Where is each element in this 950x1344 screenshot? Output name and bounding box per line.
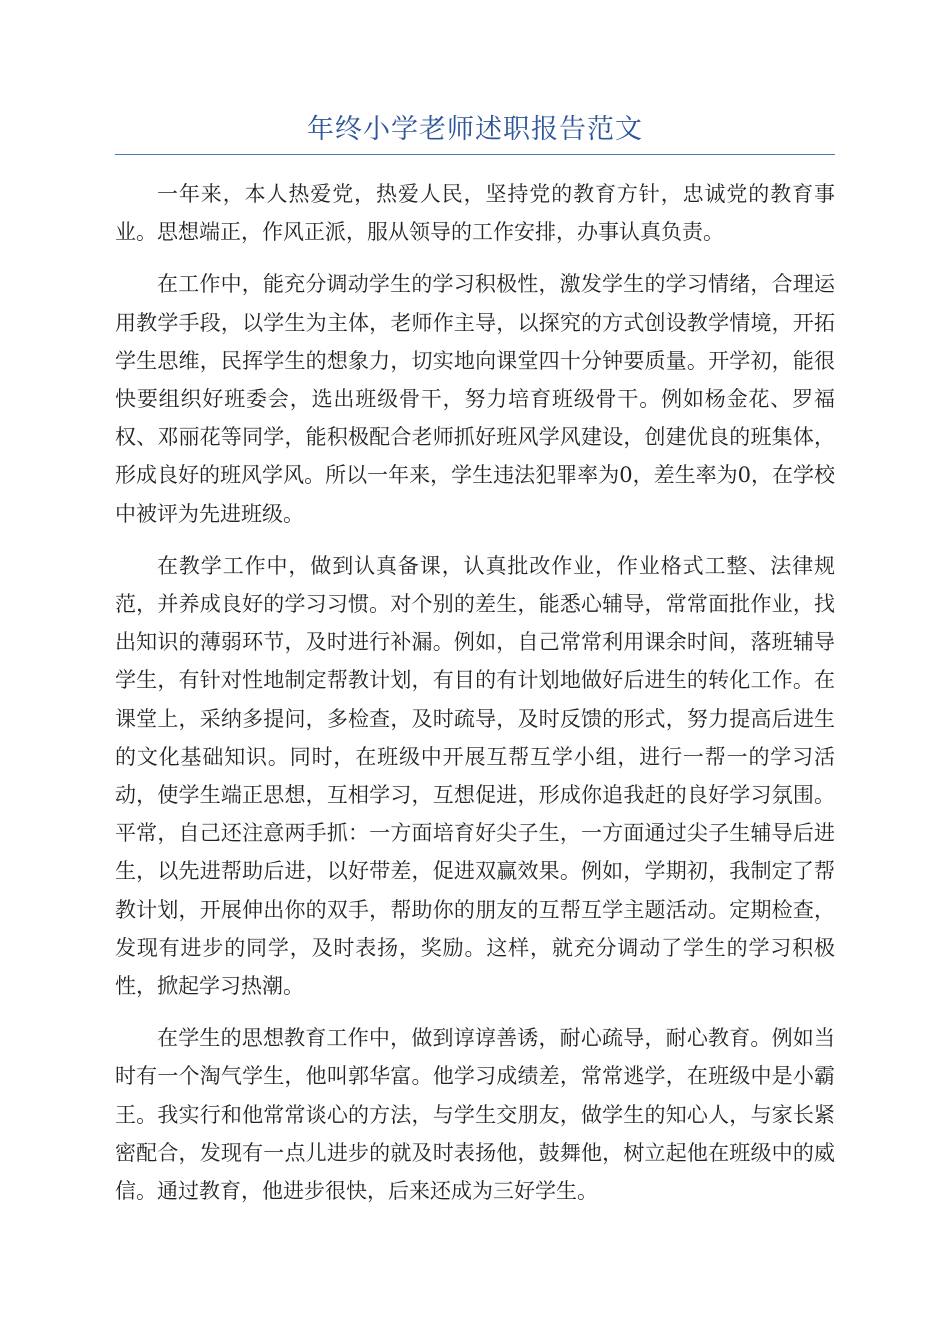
document-body xyxy=(115,175,835,1224)
paragraph-2: 在工作中，能充分调动学生的学习积极性，激发学生的学习情绪，合理运用教学手段，以学生为主体，老师作主导，以探究的方式创设教学情境，开拓学生思维，民挥学生的想象力，切实地向课堂四十分钟要质量。开学初，能很快要组织好班委会，选出班级骨干，努力培育班级骨干。例如杨金花、罗福权、邓丽花等同学，能积极配合老师抓好班风学风建设，创建优良的班集体，形成良好的班风学风。所以一年来，学生违法犯罪率为0，差生率为0，在学校中被评为先进班级。 xyxy=(115,272,835,526)
paragraph-3: 在教学工作中，做到认真备课，认真批改作业，作业格式工整、法律规范，并养成良好的学习习惯。对个别的差生，能悉心辅导，常常面批作业，找出知识的薄弱环节，及时进行补漏。例如，自己常常利用课余时间，落班辅导学生，有针对性地制定帮教计划，有目的有计划地做好后进生的转化工作。在课堂上，采纳多提问，多检查，及时疏导，及时反馈的形式，努力提高后进生的文化基础知识。同时，在班级中开展互帮互学小组，进行一帮一的学习活动，使学生端正思想，互相学习，互想促进，形成你追我赶的良好学习氛围。平常，自己还注意两手抓：一方面培育好尖子生，一方面通过尖子生辅导后进生，以先进帮助后进，以好带差，促进双赢效果。例如，学期初，我制定了帮教计划，开展伸出你的双手，帮助你的朋友的互帮互学主题活动。定期检查，发现有进步的同学，及时表扬，奖励。这样，就充分调动了学生的学习积极性，掀起学习热潮。 xyxy=(115,553,835,999)
title-underline xyxy=(115,154,835,155)
paragraph-4: 在学生的思想教育工作中，做到谆谆善诱，耐心疏导，耐心教育。例如当时有一个淘气学生，他叫郭华富。他学习成绩差，常常逃学，在班级中是小霸王。我实行和他常常谈心的方法，与学生交朋友，做学生的知心人，与家长紧密配合，发现有一点儿进步的就及时表扬他，鼓舞他，树立起他在班级中的威信。通过教育，他进步很快，后来还成为三好学生。 xyxy=(115,1026,835,1204)
paragraph-1: 一年来，本人热爱党，热爱人民，坚持党的教育方针，忠诚党的教育事业。思想端正，作风正派，服从领导的工作安排，办事认真负责。 xyxy=(115,182,835,245)
document-title: 年终小学老师述职报告范文 xyxy=(307,114,643,145)
